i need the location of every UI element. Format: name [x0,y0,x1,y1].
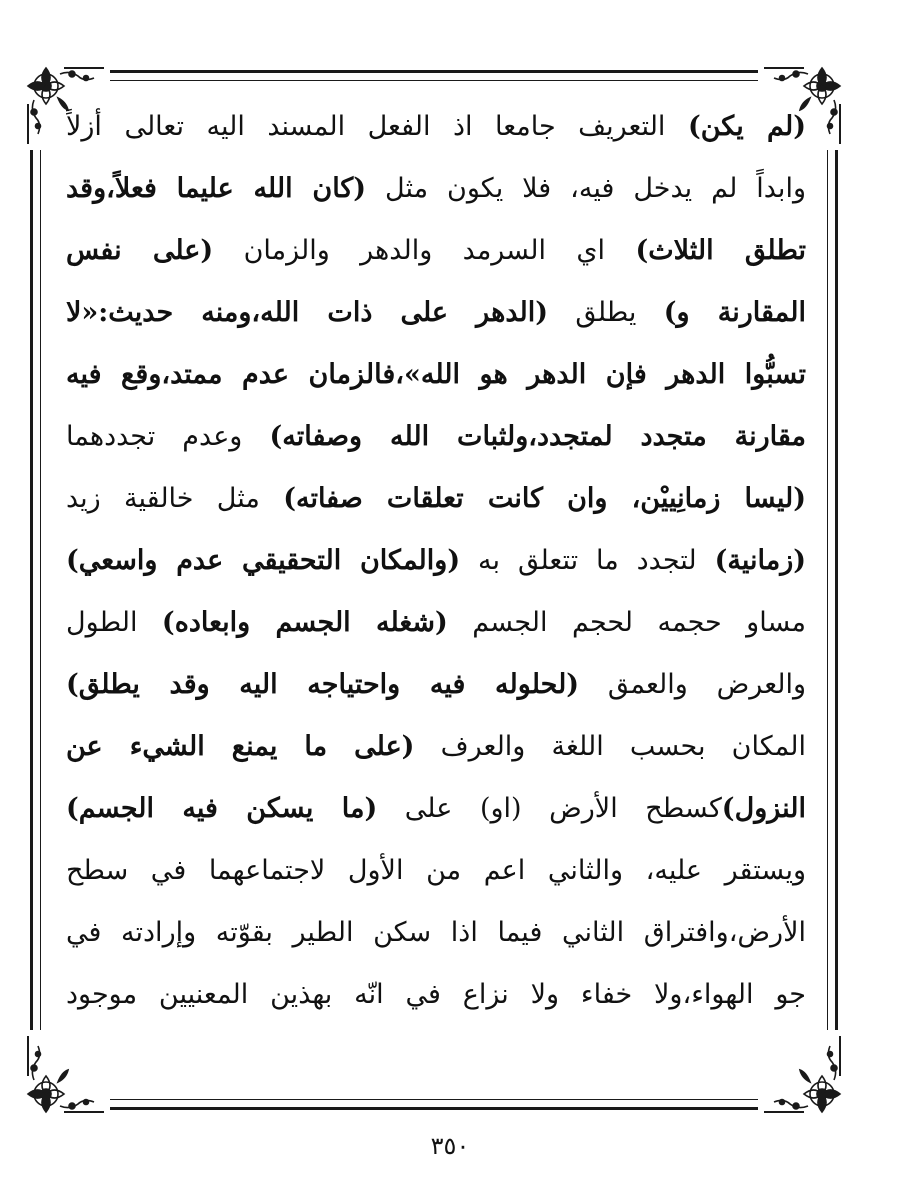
matn-text-segment: (على نفس [66,235,214,266]
text-line [66,778,806,840]
commentary-text-segment: ويستقر عليه، والثاني اعم من الأول لاجتماعهما في سطح [66,855,806,886]
commentary-text-segment: الطول [66,607,162,638]
matn-text-segment: النزول) [721,793,806,824]
matn-text-segment: (الدهر على ذات الله،ومنه حديث:«لا [66,297,548,328]
matn-text-segment: مقارنة متجدد لمتجدد،ولثبات الله وصفاته) [269,421,806,452]
text-line [66,840,806,902]
commentary-text-segment: كسطح الأرض [521,793,722,824]
text-line [66,716,806,778]
commentary-text-segment: مثل خالقية زيد [66,483,284,514]
text-line [66,344,806,406]
matn-text-segment: (ليسا زمانِييْن، وان كانت تعلقات صفاته) [283,483,806,514]
commentary-text-segment: اي السرمد والدهر والزمان [213,235,636,266]
matn-text-segment: (زمانية) [714,545,806,576]
commentary-text-segment: وابداً لم يدخل فيه، فلا يكون مثل [366,173,806,204]
body-text [66,96,806,1026]
commentary-text-segment: (او) [479,793,522,824]
matn-text-segment: تسبُّوا الدهر فإن الدهر هو الله»،فالزمان عدم ممتد،وقع فيه [66,359,806,390]
commentary-text-segment: الأرض،وافتراق الثاني فيما اذا سكن الطير بقوّته وإرادته في [66,917,806,948]
matn-text-segment: (ما يسكن فيه الجسم) [66,793,378,824]
corner-ornament-icon [758,1030,844,1116]
matn-text-segment: تطلق الثلاث) [635,235,806,266]
matn-text-segment: (والمكان التحقيقي عدم واسعي) [66,545,461,576]
page-number: ٣٥٠ [430,1132,470,1160]
text-line [66,902,806,964]
commentary-text-segment: وعدم تجددهما [66,421,270,452]
matn-text-segment: المقارنة و) [663,297,806,328]
corner-ornament-icon [24,1030,110,1116]
text-line [66,654,806,716]
matn-text-segment: (على ما يمنع الشيء عن [66,731,415,762]
commentary-text-segment: المكان بحسب اللغة والعرف [414,731,806,762]
text-line [66,406,806,468]
matn-text-segment: (لم يكن) [687,111,806,142]
matn-text-segment: (شغله الجسم وابعاده) [161,607,448,638]
matn-text-segment: (كان الله عليما فعلاً،وقد [66,173,367,204]
text-line [66,530,806,592]
text-line [66,96,806,158]
text-line [66,158,806,220]
commentary-text-segment: يطلق [548,297,664,328]
text-line [66,282,806,344]
commentary-text-segment: والعرض والعمق [579,669,806,700]
text-line [66,964,806,1026]
commentary-text-segment: لتجدد ما تتعلق به [460,545,715,576]
text-line [66,468,806,530]
commentary-text-segment: على [377,793,480,824]
commentary-text-segment: مساو حجمه لحجم الجسم [447,607,806,638]
text-line [66,220,806,282]
commentary-text-segment: جو الهواء،ولا خفاء ولا نزاع في انّه بهذين المعنيين موجود [66,979,806,1010]
matn-text-segment: (لحلوله فيه واحتياجه اليه وقد يطلق) [66,669,580,700]
text-line [66,592,806,654]
commentary-text-segment: التعريف جامعا اذ الفعل المسند اليه تعالى أزلاً [66,111,688,142]
